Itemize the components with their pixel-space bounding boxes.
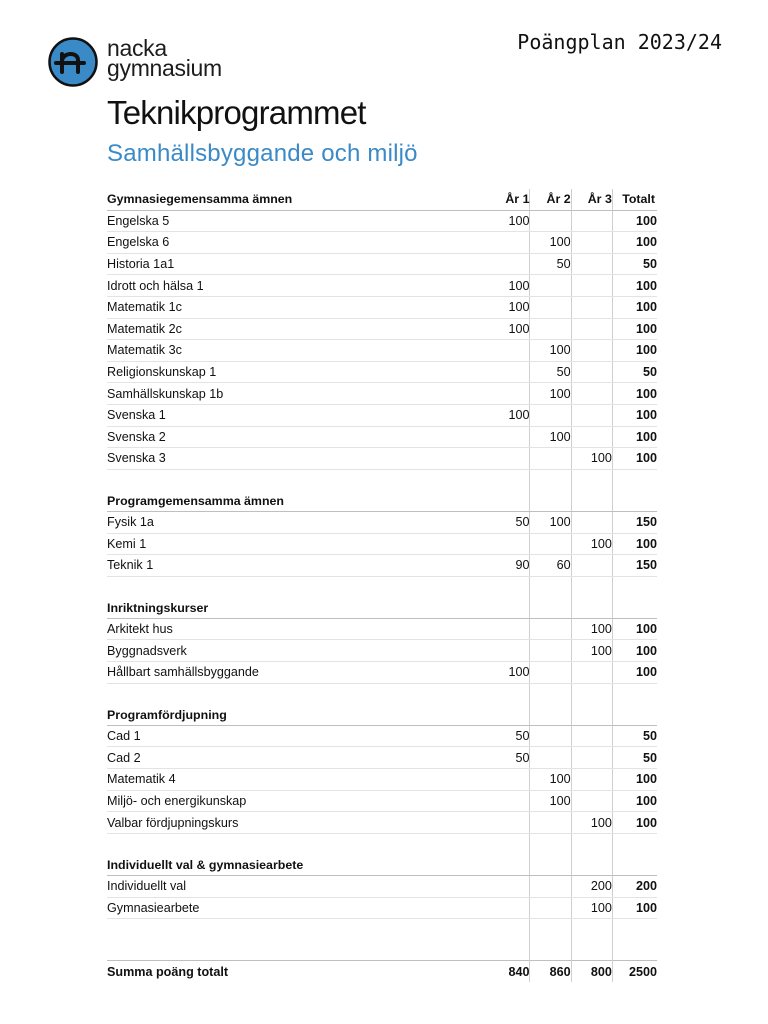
points-year3 bbox=[571, 232, 612, 254]
column-header-total: Totalt bbox=[612, 189, 657, 210]
course-name: Engelska 6 bbox=[107, 232, 489, 254]
column-header-year1: År 1 bbox=[489, 189, 530, 210]
empty-cell bbox=[489, 597, 530, 618]
points-year2 bbox=[530, 404, 571, 426]
course-name: Byggnadsverk bbox=[107, 640, 489, 662]
points-year2 bbox=[530, 318, 571, 340]
points-year2 bbox=[530, 618, 571, 640]
points-year1: 100 bbox=[489, 296, 530, 318]
course-name: Matematik 4 bbox=[107, 769, 489, 791]
course-row bbox=[107, 448, 657, 470]
points-year3 bbox=[571, 318, 612, 340]
course-row bbox=[107, 210, 657, 232]
points-year2: 100 bbox=[530, 232, 571, 254]
points-year3: 100 bbox=[571, 812, 612, 834]
course-name: Svenska 1 bbox=[107, 404, 489, 426]
points-year2 bbox=[530, 812, 571, 834]
points-year2: 100 bbox=[530, 426, 571, 448]
logo-wordmark bbox=[107, 35, 222, 81]
spacer-cell bbox=[612, 919, 657, 940]
course-row bbox=[107, 790, 657, 812]
summary-year1: 840 bbox=[489, 961, 530, 982]
empty-cell bbox=[571, 490, 612, 511]
spacer-cell bbox=[530, 940, 571, 961]
course-name: Fysik 1a bbox=[107, 511, 489, 533]
course-row bbox=[107, 769, 657, 791]
points-year2 bbox=[530, 897, 571, 919]
spacer-cell bbox=[489, 576, 530, 597]
course-name: Matematik 1c bbox=[107, 296, 489, 318]
points-year3: 100 bbox=[571, 618, 612, 640]
points-year2 bbox=[530, 275, 571, 297]
points-year1 bbox=[489, 812, 530, 834]
course-row bbox=[107, 404, 657, 426]
empty-cell bbox=[530, 490, 571, 511]
spacer-cell bbox=[612, 469, 657, 490]
course-row bbox=[107, 618, 657, 640]
course-row bbox=[107, 232, 657, 254]
course-name: Arkitekt hus bbox=[107, 618, 489, 640]
points-total: 100 bbox=[612, 275, 657, 297]
empty-cell bbox=[530, 597, 571, 618]
points-year1 bbox=[489, 340, 530, 362]
points-year3 bbox=[571, 340, 612, 362]
points-year2 bbox=[530, 533, 571, 555]
spacer-cell bbox=[530, 683, 571, 704]
points-year1 bbox=[489, 897, 530, 919]
course-name: Samhällskunskap 1b bbox=[107, 383, 489, 405]
points-year1 bbox=[489, 533, 530, 555]
spacer-cell bbox=[612, 833, 657, 854]
points-year1: 100 bbox=[489, 275, 530, 297]
empty-cell bbox=[530, 704, 571, 725]
points-total: 100 bbox=[612, 448, 657, 470]
points-year2: 100 bbox=[530, 383, 571, 405]
spacer-row bbox=[107, 833, 657, 854]
points-year1 bbox=[489, 361, 530, 383]
points-total: 100 bbox=[612, 662, 657, 684]
section-title: Programfördjupning bbox=[107, 704, 489, 725]
spacer-cell bbox=[530, 469, 571, 490]
page-title: Teknikprogrammet bbox=[107, 94, 366, 131]
points-year2: 50 bbox=[530, 253, 571, 275]
points-year3 bbox=[571, 769, 612, 791]
spacer-cell bbox=[530, 576, 571, 597]
points-total: 50 bbox=[612, 253, 657, 275]
points-total: 100 bbox=[612, 618, 657, 640]
course-row bbox=[107, 253, 657, 275]
spacer-cell bbox=[107, 576, 489, 597]
course-row bbox=[107, 533, 657, 555]
points-year3 bbox=[571, 253, 612, 275]
points-year1: 100 bbox=[489, 210, 530, 232]
course-row bbox=[107, 361, 657, 383]
course-row bbox=[107, 725, 657, 747]
spacer-cell bbox=[571, 576, 612, 597]
course-row bbox=[107, 876, 657, 898]
logo-line-1: nacka bbox=[107, 35, 167, 61]
spacer-cell bbox=[107, 469, 489, 490]
spacer-cell bbox=[612, 576, 657, 597]
course-name: Miljö- och energikunskap bbox=[107, 790, 489, 812]
points-total: 100 bbox=[612, 897, 657, 919]
points-total: 100 bbox=[612, 769, 657, 791]
course-row bbox=[107, 426, 657, 448]
points-year1 bbox=[489, 448, 530, 470]
points-year2 bbox=[530, 448, 571, 470]
points-year2: 100 bbox=[530, 790, 571, 812]
empty-cell bbox=[571, 704, 612, 725]
section-header-row bbox=[107, 854, 657, 875]
points-total: 100 bbox=[612, 383, 657, 405]
points-year2 bbox=[530, 210, 571, 232]
points-year3 bbox=[571, 725, 612, 747]
summary-label: Summa poäng totalt bbox=[107, 961, 489, 982]
spacer-cell bbox=[107, 940, 489, 961]
course-name: Cad 2 bbox=[107, 747, 489, 769]
section-header-row bbox=[107, 189, 657, 210]
points-total: 100 bbox=[612, 210, 657, 232]
empty-cell bbox=[612, 490, 657, 511]
points-total: 100 bbox=[612, 426, 657, 448]
points-year1: 50 bbox=[489, 725, 530, 747]
spacer-cell bbox=[571, 940, 612, 961]
spacer-cell bbox=[571, 833, 612, 854]
spacer-cell bbox=[489, 833, 530, 854]
points-year1 bbox=[489, 790, 530, 812]
points-total: 100 bbox=[612, 533, 657, 555]
points-year3 bbox=[571, 426, 612, 448]
points-year2 bbox=[530, 725, 571, 747]
plan-title: Poängplan 2023/24 bbox=[517, 30, 722, 54]
points-year2 bbox=[530, 662, 571, 684]
section-header-row bbox=[107, 490, 657, 511]
course-row bbox=[107, 275, 657, 297]
points-year3 bbox=[571, 555, 612, 577]
points-total: 150 bbox=[612, 555, 657, 577]
points-year3: 100 bbox=[571, 448, 612, 470]
points-year3 bbox=[571, 790, 612, 812]
course-row bbox=[107, 555, 657, 577]
points-year2: 100 bbox=[530, 511, 571, 533]
course-name: Gymnasiearbete bbox=[107, 897, 489, 919]
points-year1: 100 bbox=[489, 318, 530, 340]
course-row bbox=[107, 897, 657, 919]
points-year3: 100 bbox=[571, 533, 612, 555]
points-total: 100 bbox=[612, 340, 657, 362]
section-header-row bbox=[107, 597, 657, 618]
empty-cell bbox=[612, 854, 657, 875]
course-name: Svenska 2 bbox=[107, 426, 489, 448]
empty-cell bbox=[489, 704, 530, 725]
spacer-cell bbox=[612, 683, 657, 704]
points-year2: 100 bbox=[530, 769, 571, 791]
section-title: Gymnasiegemensamma ämnen bbox=[107, 189, 489, 210]
course-name: Matematik 2c bbox=[107, 318, 489, 340]
points-year1 bbox=[489, 618, 530, 640]
points-year1: 100 bbox=[489, 404, 530, 426]
course-row bbox=[107, 340, 657, 362]
course-name: Idrott och hälsa 1 bbox=[107, 275, 489, 297]
section-header-row bbox=[107, 704, 657, 725]
empty-cell bbox=[612, 597, 657, 618]
points-year1 bbox=[489, 383, 530, 405]
summary-total: 2500 bbox=[612, 961, 657, 982]
points-year1: 50 bbox=[489, 747, 530, 769]
points-total: 100 bbox=[612, 640, 657, 662]
points-total: 200 bbox=[612, 876, 657, 898]
points-year3 bbox=[571, 404, 612, 426]
summary-row bbox=[107, 961, 657, 982]
points-year1 bbox=[489, 232, 530, 254]
points-year3 bbox=[571, 747, 612, 769]
empty-cell bbox=[612, 704, 657, 725]
points-year1 bbox=[489, 876, 530, 898]
points-year1 bbox=[489, 640, 530, 662]
page-subtitle: Samhällsbyggande och miljö bbox=[107, 140, 418, 167]
spacer-row bbox=[107, 940, 657, 961]
points-total: 100 bbox=[612, 812, 657, 834]
course-row bbox=[107, 812, 657, 834]
points-year3 bbox=[571, 662, 612, 684]
points-year3 bbox=[571, 511, 612, 533]
points-total: 100 bbox=[612, 404, 657, 426]
spacer-cell bbox=[530, 919, 571, 940]
points-year1 bbox=[489, 426, 530, 448]
spacer-row bbox=[107, 683, 657, 704]
empty-cell bbox=[530, 854, 571, 875]
course-name: Cad 1 bbox=[107, 725, 489, 747]
points-year3 bbox=[571, 361, 612, 383]
points-year3: 200 bbox=[571, 876, 612, 898]
points-total: 50 bbox=[612, 361, 657, 383]
points-year1: 50 bbox=[489, 511, 530, 533]
points-year2: 100 bbox=[530, 340, 571, 362]
points-total: 100 bbox=[612, 296, 657, 318]
course-name: Historia 1a1 bbox=[107, 253, 489, 275]
points-year2 bbox=[530, 747, 571, 769]
course-name: Svenska 3 bbox=[107, 448, 489, 470]
spacer-cell bbox=[489, 940, 530, 961]
points-year1 bbox=[489, 253, 530, 275]
spacer-row bbox=[107, 576, 657, 597]
course-name: Religionskunskap 1 bbox=[107, 361, 489, 383]
spacer-row bbox=[107, 919, 657, 940]
course-row bbox=[107, 296, 657, 318]
points-year2: 50 bbox=[530, 361, 571, 383]
course-row bbox=[107, 318, 657, 340]
column-header-year2: År 2 bbox=[530, 189, 571, 210]
points-year1: 90 bbox=[489, 555, 530, 577]
points-total: 150 bbox=[612, 511, 657, 533]
course-row bbox=[107, 640, 657, 662]
points-year3: 100 bbox=[571, 640, 612, 662]
course-name: Matematik 3c bbox=[107, 340, 489, 362]
course-name: Engelska 5 bbox=[107, 210, 489, 232]
points-year3 bbox=[571, 296, 612, 318]
section-title: Inriktningskurser bbox=[107, 597, 489, 618]
spacer-cell bbox=[571, 469, 612, 490]
logo-circle-icon bbox=[47, 36, 99, 88]
points-year3 bbox=[571, 275, 612, 297]
logo-line-2: gymnasium bbox=[107, 55, 222, 81]
course-name: Hållbart samhällsbyggande bbox=[107, 662, 489, 684]
points-year3: 100 bbox=[571, 897, 612, 919]
spacer-cell bbox=[107, 919, 489, 940]
points-total: 100 bbox=[612, 790, 657, 812]
points-total: 50 bbox=[612, 747, 657, 769]
empty-cell bbox=[489, 854, 530, 875]
spacer-cell bbox=[530, 833, 571, 854]
points-total: 100 bbox=[612, 232, 657, 254]
spacer-cell bbox=[489, 469, 530, 490]
course-row bbox=[107, 747, 657, 769]
points-year2 bbox=[530, 876, 571, 898]
spacer-cell bbox=[571, 683, 612, 704]
course-name: Valbar fördjupningskurs bbox=[107, 812, 489, 834]
spacer-cell bbox=[489, 919, 530, 940]
course-name: Kemi 1 bbox=[107, 533, 489, 555]
points-year1: 100 bbox=[489, 662, 530, 684]
spacer-cell bbox=[107, 683, 489, 704]
spacer-cell bbox=[489, 683, 530, 704]
section-title: Individuellt val & gymnasiearbete bbox=[107, 854, 489, 875]
spacer-cell bbox=[612, 940, 657, 961]
points-year1 bbox=[489, 769, 530, 791]
column-header-year3: År 3 bbox=[571, 189, 612, 210]
points-year3 bbox=[571, 383, 612, 405]
points-total: 100 bbox=[612, 318, 657, 340]
points-year2 bbox=[530, 296, 571, 318]
points-table bbox=[107, 189, 657, 982]
spacer-cell bbox=[571, 919, 612, 940]
summary-year3: 800 bbox=[571, 961, 612, 982]
points-year2 bbox=[530, 640, 571, 662]
points-total: 50 bbox=[612, 725, 657, 747]
course-row bbox=[107, 511, 657, 533]
course-name: Teknik 1 bbox=[107, 555, 489, 577]
points-year2: 60 bbox=[530, 555, 571, 577]
section-title: Programgemensamma ämnen bbox=[107, 490, 489, 511]
spacer-cell bbox=[107, 833, 489, 854]
points-year3 bbox=[571, 210, 612, 232]
empty-cell bbox=[571, 597, 612, 618]
empty-cell bbox=[571, 854, 612, 875]
course-row bbox=[107, 383, 657, 405]
course-row bbox=[107, 662, 657, 684]
empty-cell bbox=[489, 490, 530, 511]
school-logo bbox=[47, 36, 247, 86]
summary-year2: 860 bbox=[530, 961, 571, 982]
course-name: Individuellt val bbox=[107, 876, 489, 898]
spacer-row bbox=[107, 469, 657, 490]
